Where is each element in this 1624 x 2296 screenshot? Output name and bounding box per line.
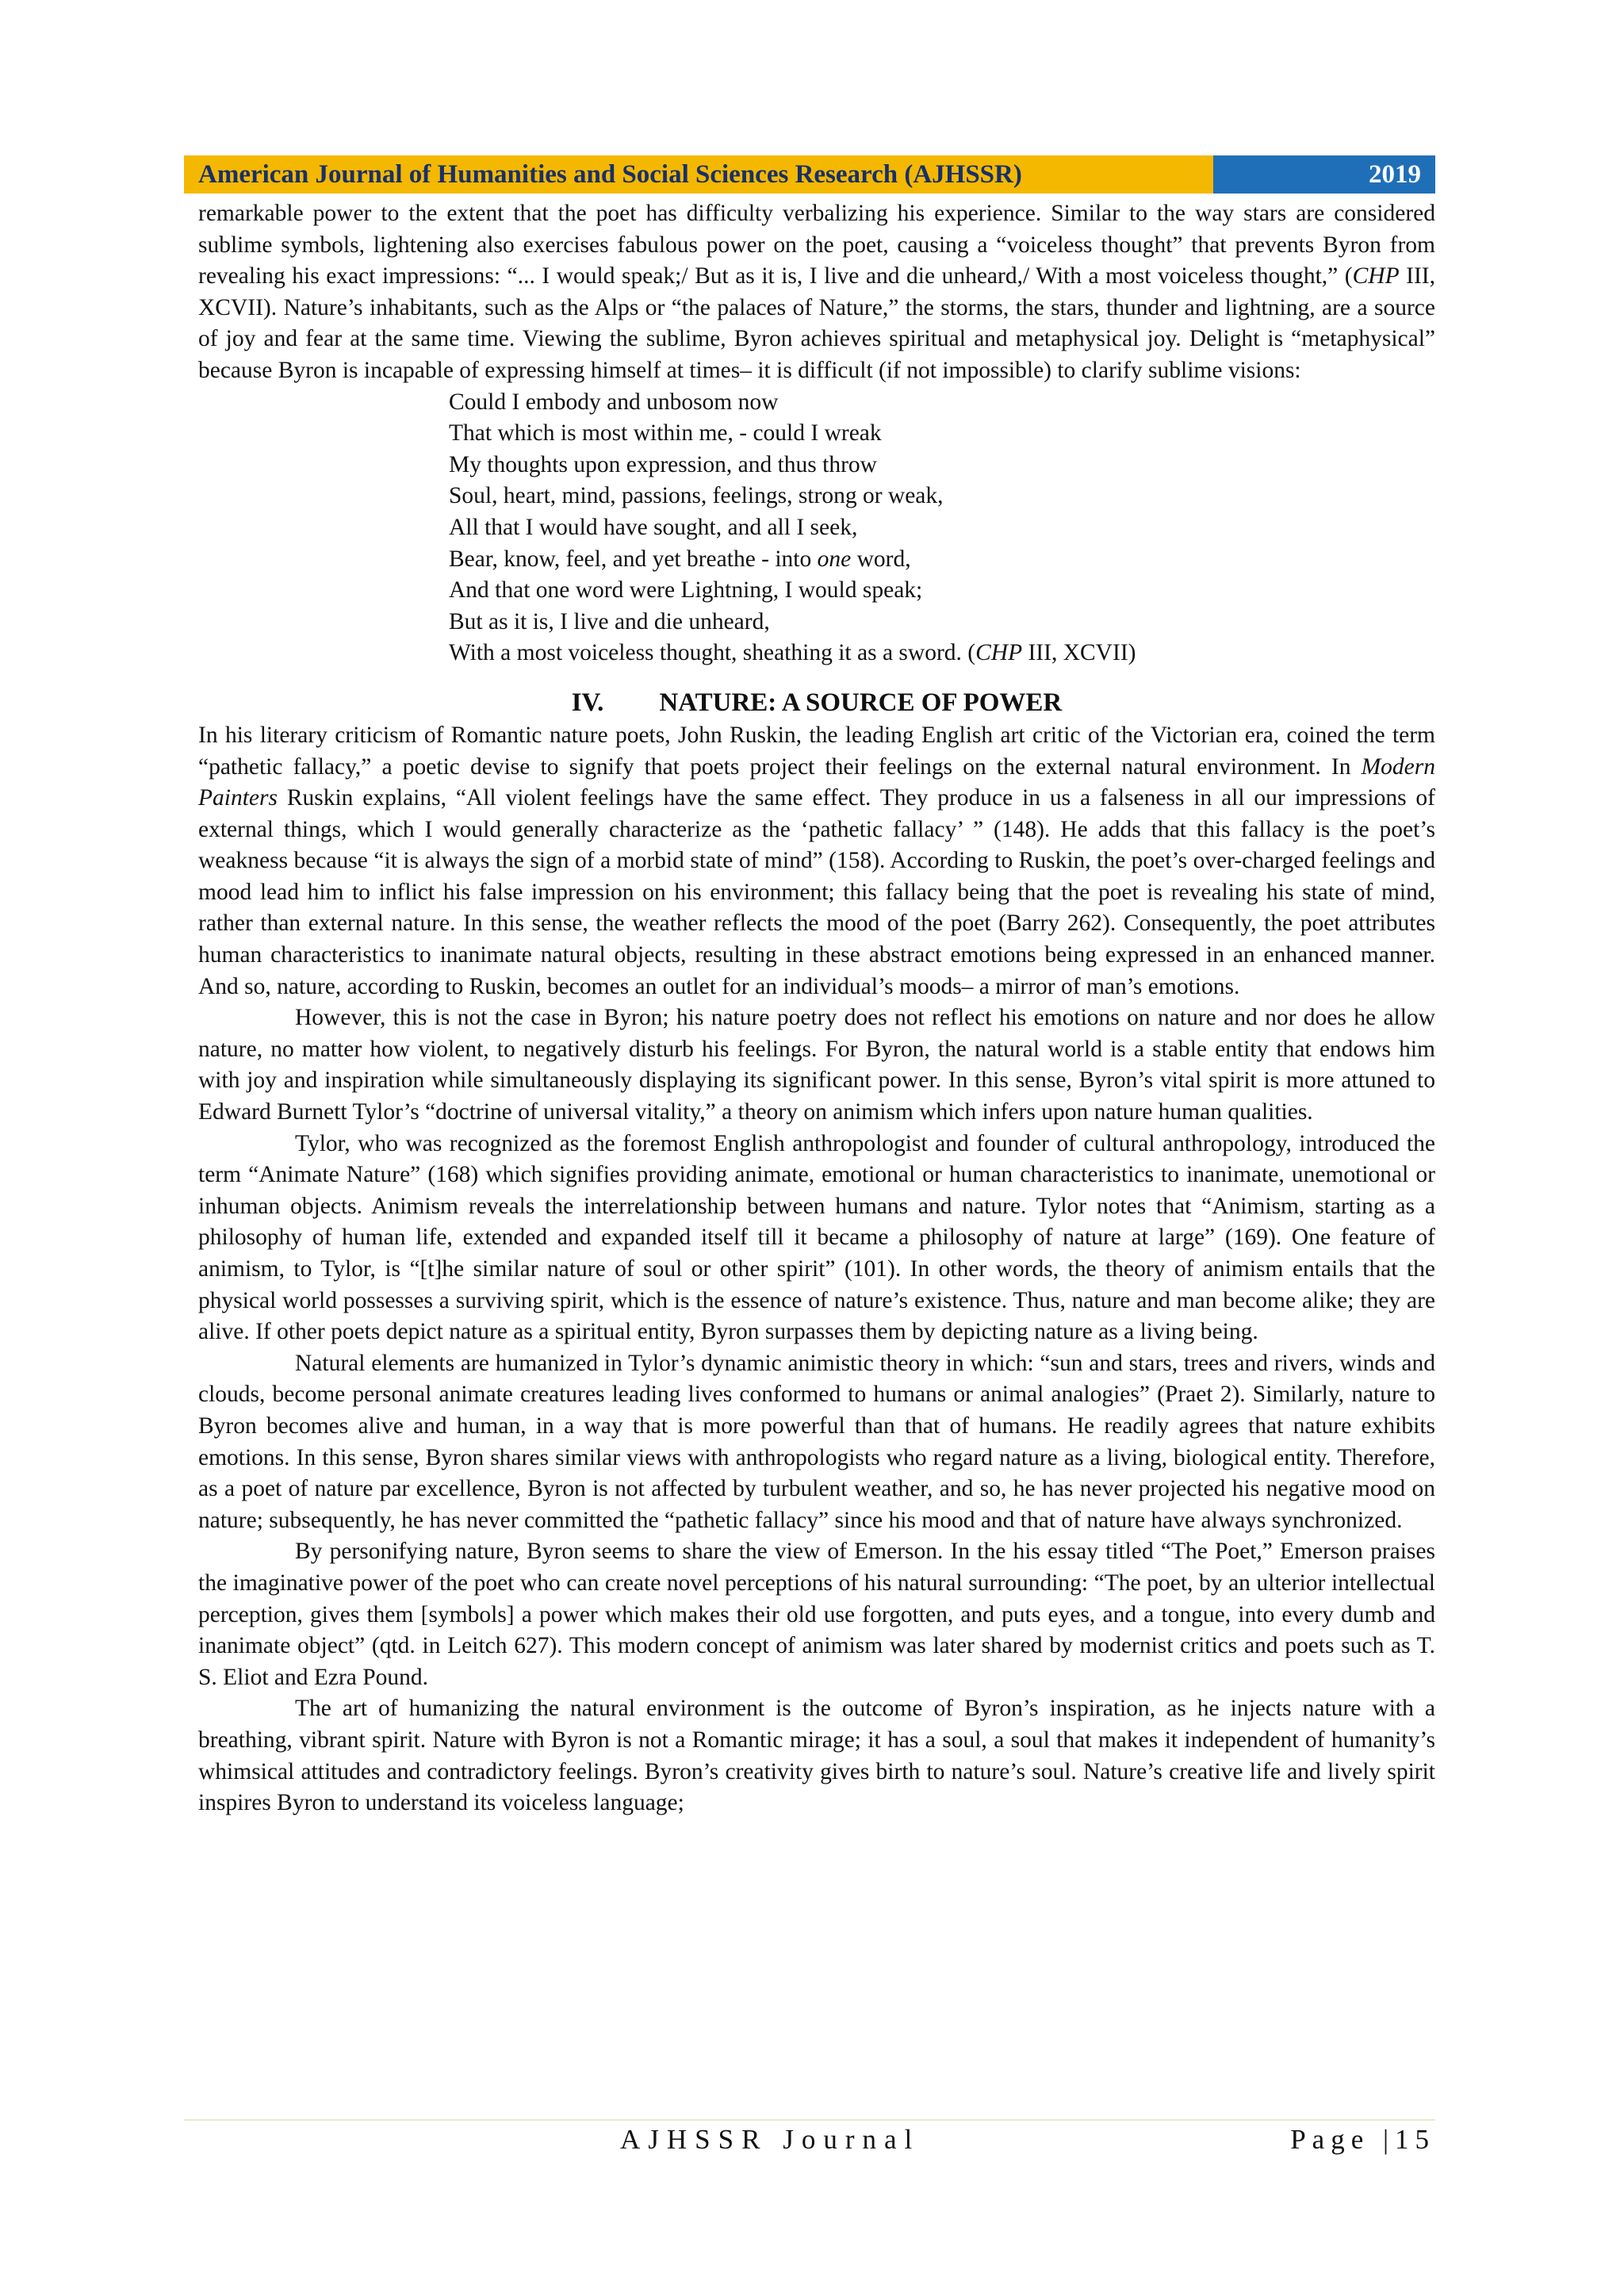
section-title-text: NATURE: A SOURCE OF POWER [659, 688, 1063, 717]
poem-line: All that I would have sought, and all I seek, [449, 514, 858, 540]
poem-quote [449, 387, 1435, 669]
section-number: IV. [571, 688, 604, 717]
paragraph-intro: remarkable power to the extent that the poet has difficulty verbalizing his experience. Similar to the way stars are considered sublime symbols, lightening also exercises fabulous power on the poet, causing a “voiceless thought” that prevents Byron from revealing his exact impressions: “... I would speak;/ But as it is, I live and die unheard,/ With a most voiceless thought,” (CHP III, XCVII). Nature’s inhabitants, such as the Alps or “the palaces of Nature,” the storms, the stars, thunder and lightning, are a source of joy and fear at the same time. Viewing the sublime, Byron achieves spiritual and metaphysical joy. Delight is “metaphysical” because Byron is incapable of expressing himself at times– it is difficult (if not impossible) to clarify sublime visions: [198, 201, 1435, 383]
journal-header [184, 155, 1435, 194]
paragraph-tylor: Tylor, who was recognized as the foremost English anthropologist and founder of cultural anthropology, introduced the term “Animate Nature” (168) which signifies providing animate, emotional or human characteristics to inanimate, unemotional or inhuman objects. Animism reveals the interrelationship between humans and nature. Tylor notes that “Animism, starting as a philosophy of human life, extended and expanded itself till it became a philosophy of nature at large” (169). One feature of animism, to Tylor, is “[t]he similar nature of soul or other spirit” (101). In other words, the theory of animism entails that the physical world possesses a surviving spirit, which is the essence of nature’s existence. Thus, nature and man become alike; they are alive. If other poets depict nature as a spiritual entity, Byron surpasses them by depicting nature as a living being. [198, 1130, 1435, 1345]
journal-year: 2019 [1213, 155, 1435, 194]
paragraph-humanizing: The art of humanizing the natural environment is the outcome of Byron’s inspiration, as he injects nature with a breathing, vibrant spirit. Nature with Byron is not a Romantic mirage; it has a soul, a soul that makes it independent of humanity’s whimsical attitudes and contradictory feelings. Byron’s creativity gives birth to nature’s soul. Nature’s creative life and lively spirit inspires Byron to understand its voiceless language; [198, 1696, 1435, 1816]
poem-line: Could I embody and unbosom now [449, 389, 779, 415]
poem-line: That which is most within me, - could I wreak [449, 420, 882, 447]
page-number: Page |15 [1290, 2124, 1435, 2155]
paragraph-emerson: By personifying nature, Byron seems to share the view of Emerson. In the his essay titled “The Poet,” Emerson praises the imaginative power of the poet who can create novel perceptions of his natural surrounding: “The poet, by an ulterior intellectual perception, gives them [symbols] a power which makes their old use forgotten, and puts eyes, and a tongue, into every dumb and inanimate object” (qtd. in Leitch 627). This modern concept of animism was later shared by modernist critics and poets such as T. S. Eliot and Ezra Pound. [198, 1539, 1435, 1690]
paragraph-animism: Natural elements are humanized in Tylor’s dynamic animistic theory in which: “sun and stars, trees and rivers, winds and clouds, become personal animate creatures leading lives conformed to humans or animal analogies” (Praet 2). Similarly, nature to Byron becomes alive and human, in a way that is more powerful than that of humans. He readily agrees that nature exhibits emotions. In this sense, Byron shares similar views with anthropologists who regard nature as a living, biological entity. Therefore, as a poet of nature par excellence, Byron is not affected by turbulent weather, and so, he has never projected his negative mood on nature; subsequently, he has never committed the “pathetic fallacy” since his mood and that of nature have always synchronized. [198, 1350, 1435, 1533]
poem-line: Soul, heart, mind, passions, feelings, strong or weak, [449, 483, 944, 509]
footer-divider [184, 2119, 1435, 2121]
poem-line: Bear, know, feel, and yet breathe - into one word, [449, 546, 911, 572]
article-body [198, 198, 1435, 1819]
poem-line: With a most voiceless thought, sheathing it as a sword. (CHP III, XCVII) [449, 640, 1136, 666]
paragraph-byron: However, this is not the case in Byron; his nature poetry does not reflect his emotions on nature and nor does he allow nature, no matter how violent, to negatively disturb his feelings. For Byron, the natural world is a stable entity that endows him with joy and inspiration while simultaneously displaying its significant power. In this sense, Byron’s vital spirit is more attuned to Edward Burnett Tylor’s “doctrine of universal vitality,” a theory on animism which infers upon nature human qualities. [198, 1005, 1435, 1125]
footer-journal: AJHSSR Journal [620, 2124, 921, 2155]
paragraph-ruskin: In his literary criticism of Romantic nature poets, John Ruskin, the leading English art critic of the Victorian era, coined the term “pathetic fallacy,” a poetic devise to signify that poets project their feelings on the external natural environment. In Modern Painters Ruskin explains, “All violent feelings have the same effect. They produce in us a falseness in all our impressions of external things, which I would generally characterize as the ‘pathetic fallacy’ ” (148). He adds that this fallacy is the poet’s weakness because “it is always the sign of a morbid state of mind” (158). According to Ruskin, the poet’s over-charged feelings and mood lead him to inflict his false impression on his environment; this fallacy being that the poet is revealing his state of mind, rather than external nature. In this sense, the weather reflects the mood of the poet (Barry 262). Consequently, the poet attributes human characteristics to inanimate natural objects, resulting in these abstract emotions being expressed in an enhanced manner. And so, nature, according to Ruskin, becomes an outlet for an individual’s moods– a mirror of man’s emotions. [198, 722, 1435, 999]
poem-line: But as it is, I live and die unheard, [449, 608, 770, 634]
poem-line: And that one word were Lightning, I would speak; [449, 577, 923, 604]
journal-title: American Journal of Humanities and Social Sciences Research (AJHSSR) [184, 155, 1213, 194]
page-footer [184, 2124, 1435, 2164]
section-heading [198, 687, 1435, 719]
poem-line: My thoughts upon expression, and thus throw [449, 451, 877, 477]
